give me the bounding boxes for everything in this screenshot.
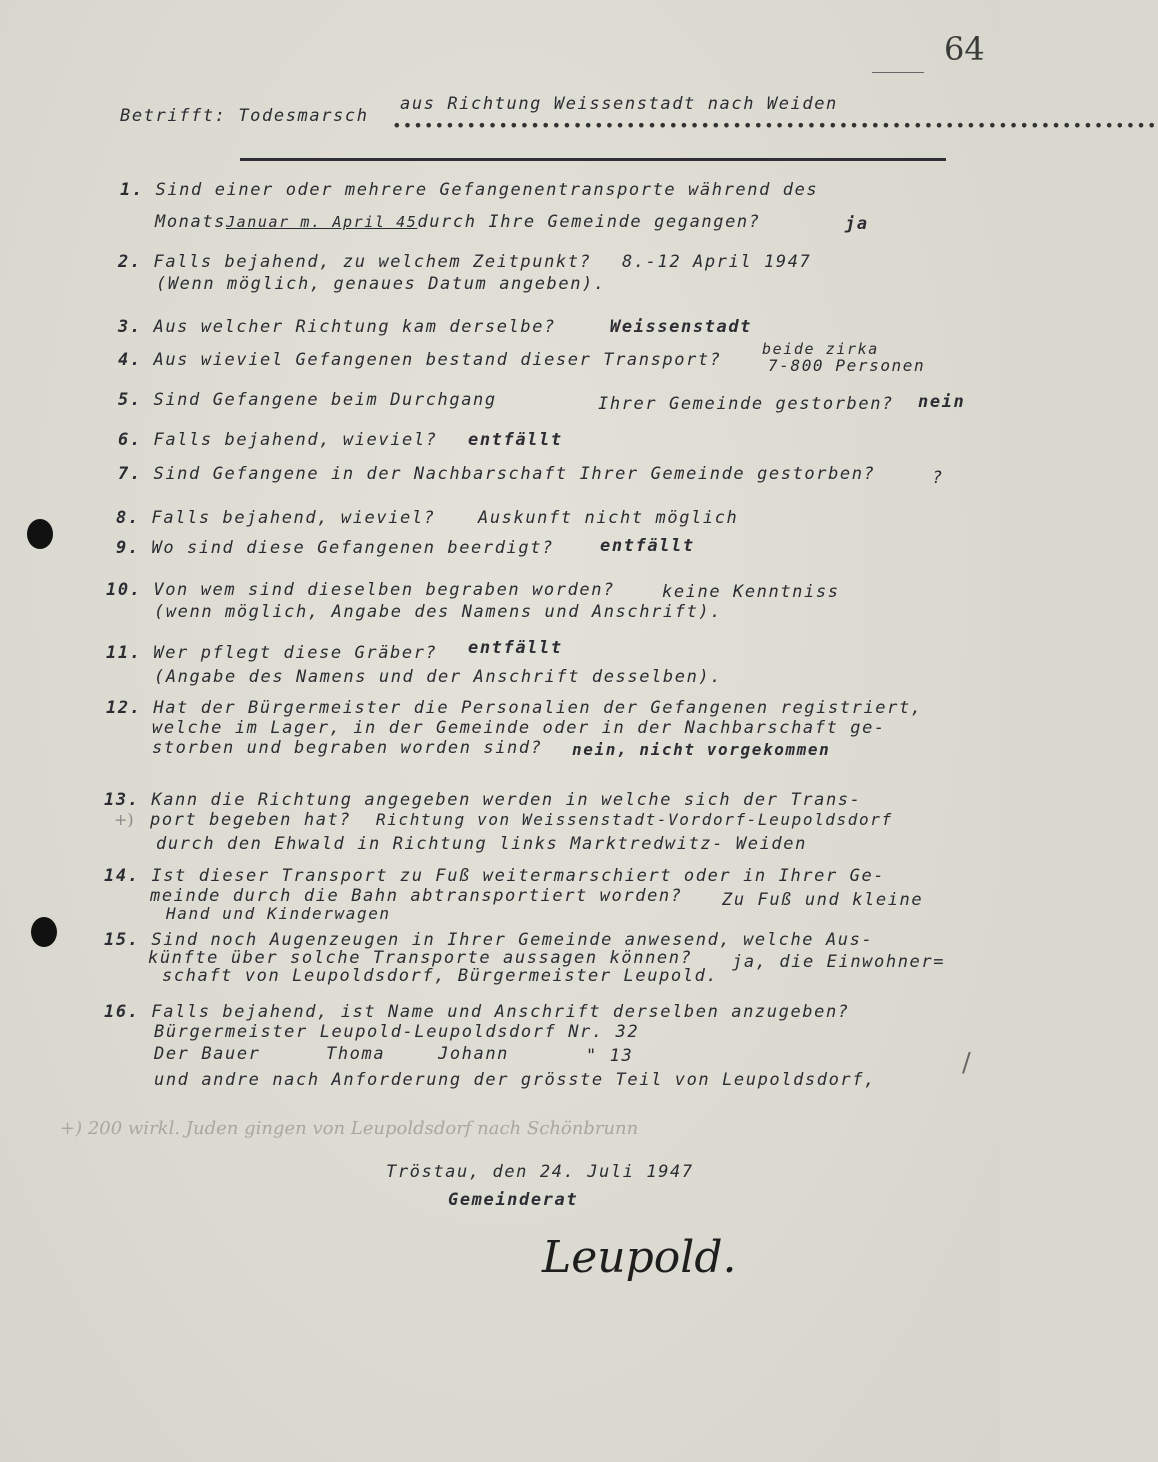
item-13-line3: durch den Ehwald in Richtung links Marktredwitz- Weiden (156, 834, 807, 854)
item-12-line1: 12. Hat der Bürgermeister die Personalien der Gefangenen registriert, (106, 698, 923, 718)
item-11-line1: 11. Wer pflegt diese Gräber? (106, 643, 438, 663)
item-6-answer: entfällt (468, 430, 563, 450)
item-6-line1: 6. Falls bejahend, wieviel? (118, 430, 438, 450)
item-11-line2: (Angabe des Namens und der Anschrift desselben). (154, 667, 723, 687)
item-1-answer: ja (845, 214, 869, 234)
subject-dotted-line: •••••••••••••••••••••••••••••••••••••••••••••••••••••••••••••••••••••••• (392, 116, 1158, 135)
item-7-answer: ? (932, 468, 944, 488)
header-rule (240, 158, 946, 161)
item-14-line3: Hand und Kinderwagen (166, 904, 391, 923)
item-13-line1: 13. Kann die Richtung angegeben werden in welche sich der Trans- (104, 790, 862, 810)
item-16-line1: 16. Falls bejahend, ist Name und Anschrift derselben anzugeben? (104, 1002, 850, 1022)
item-10-line1: 10. Von wem sind dieselben begraben worden? (106, 580, 615, 600)
item-10-line2: (wenn möglich, Angabe des Namens und Anschrift). (154, 602, 723, 622)
item-14-line1: 14. Ist dieser Transport zu Fuß weitermarschiert oder in Ihrer Ge- (104, 866, 886, 886)
place-and-date: Tröstau, den 24. Juli 1947 (386, 1162, 694, 1182)
council-title: Gemeinderat (448, 1190, 579, 1210)
item-2-answer: 8.-12 April 1947 (622, 252, 812, 272)
item-1-line2: MonatsJanuar m. April 45durch Ihre Gemeinde gegangen? (155, 212, 761, 232)
item-16-line3d: " 13 (586, 1046, 634, 1066)
item-9-answer: entfällt (600, 536, 695, 556)
item-11-answer: entfällt (468, 638, 563, 658)
item-12-answer: nein, nicht vorgekommen (572, 740, 831, 759)
item-3-answer: Weissenstadt (610, 317, 753, 337)
item-16-line3c: Johann (438, 1044, 510, 1064)
item-10-answer: keine Kenntniss (662, 582, 840, 602)
item-13-line2: port begeben hat? (150, 810, 352, 830)
subject-label: Betrifft: Todesmarsch (120, 106, 369, 126)
item-14-line2: meinde durch die Bahn abtransportiert worden? (150, 886, 683, 906)
item-5-line1b: Ihrer Gemeinde gestorben? (598, 394, 894, 414)
item-15-line2: künfte über solche Transporte aussagen können? (148, 948, 693, 968)
item-4-line1: 4. Aus wieviel Gefangenen bestand dieser Transport? (118, 350, 722, 370)
item-5-line1: 5. Sind Gefangene beim Durchgang (118, 390, 497, 410)
item-2-line2: (Wenn möglich, genaues Datum angeben). (156, 274, 606, 294)
item-3-line1: 3. Aus welcher Richtung kam derselbe? (118, 317, 556, 337)
item-8-answer: Auskunft nicht möglich (478, 508, 739, 528)
signature: Leupold. (542, 1232, 737, 1283)
item-12-line3: storben und begraben worden sind? (152, 738, 543, 758)
item-13-answer: Richtung von Weissenstadt-Vordorf-Leupoldsdorf (376, 810, 893, 829)
page-number: 64 (944, 30, 985, 68)
item-16-line3a: Der Bauer (154, 1044, 261, 1064)
item-8-line1: 8. Falls bejahend, wieviel? (116, 508, 436, 528)
item-16-line4: und andre nach Anforderung der grösste Teil von Leupoldsdorf, (154, 1070, 876, 1090)
item-14-answer: Zu Fuß und kleine (722, 890, 924, 910)
item-1-fill: Januar m. April 45 (226, 213, 418, 231)
item-13-margin-mark: +) (114, 810, 134, 829)
punch-hole-top (27, 519, 53, 549)
item-15-line1: 15. Sind noch Augenzeugen in Ihrer Gemeinde anwesend, welche Aus- (104, 930, 874, 950)
item-15-line3: schaft von Leupoldsdorf, Bürgermeister Leupold. (162, 966, 719, 986)
item-4-answer: 7-800 Personen (768, 356, 926, 375)
item-5-answer: nein (918, 392, 966, 412)
item-9-line1: 9. Wo sind diese Gefangenen beerdigt? (116, 538, 554, 558)
item-7-line1: 7. Sind Gefangene in der Nachbarschaft Ihrer Gemeinde gestorben? (118, 464, 876, 484)
item-2-line1: 2. Falls bejahend, zu welchem Zeitpunkt? (118, 252, 592, 272)
margin-tick-mark: / (962, 1048, 971, 1078)
item-4-answer-top: beide zirka (762, 340, 879, 358)
item-1-line1: 1. Sind einer oder mehrere Gefangenentransporte während des (120, 180, 819, 200)
item-12-line2: welche im Lager, in der Gemeinde oder in der Nachbarschaft ge- (152, 718, 886, 738)
item-16-line3b: Thoma (326, 1044, 386, 1064)
item-16-line2: Bürgermeister Leupold-Leupoldsdorf Nr. 32 (154, 1022, 640, 1042)
page-number-dash (872, 72, 924, 73)
subject-text: aus Richtung Weissenstadt nach Weiden (400, 94, 838, 114)
punch-hole-bottom (31, 917, 57, 947)
handwritten-pencil-note: +) 200 wirkl. Juden gingen von Leupoldsdorf nach Schönbrunn (60, 1118, 639, 1139)
item-15-answer: ja, die Einwohner= (732, 952, 946, 972)
